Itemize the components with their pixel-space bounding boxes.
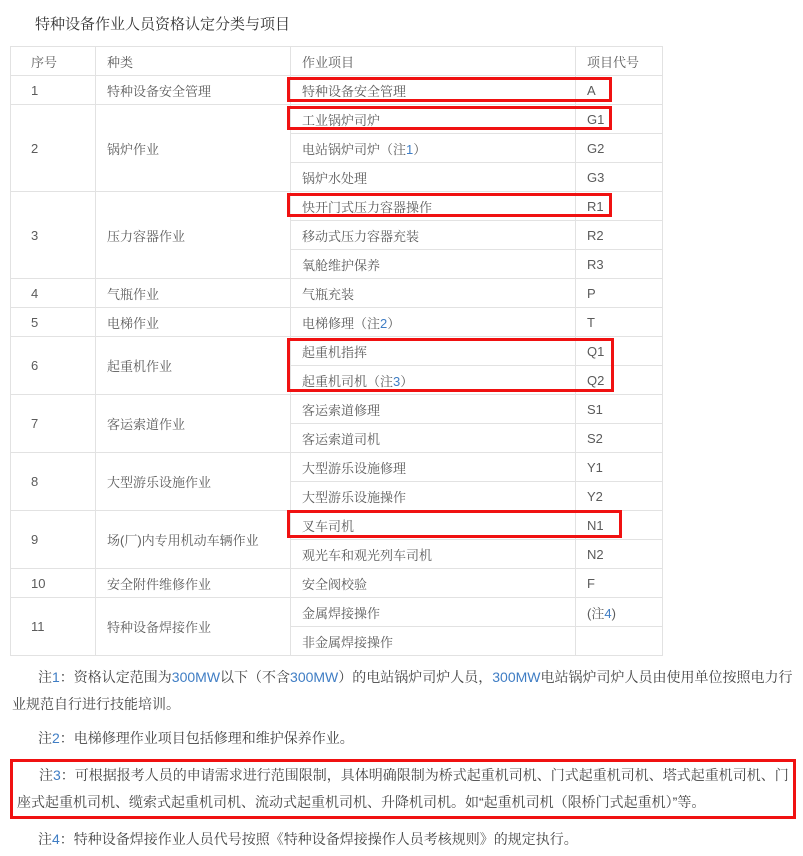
text-segment: ：特种设备焊接作业人员代号按照《特种设备焊接操作人员考核规则》的规定执行。 xyxy=(59,831,578,847)
code-cell: G1 xyxy=(576,105,663,134)
note-paragraph-boxed xyxy=(10,759,796,819)
project-cell xyxy=(291,134,576,163)
table-row xyxy=(11,453,663,482)
text-segment: ） xyxy=(413,141,427,157)
text-segment: 电站锅炉司炉（注 xyxy=(302,141,407,157)
page-title: 特种设备作业人员资格认定分类与项目 xyxy=(35,16,291,33)
category-cell: 场(厂)内专用机动车辆作业 xyxy=(96,511,291,569)
text-segment: ：可根据报考人员的申请需求进行范围限制，具体明确限制为桥式起重机司机、门式起重机司机、塔式起重机司机、门座式起重机司机、缆索式起重机司机、流动式起重机司机、升降机司机。如“起重机司机（限桥门式起重机）”等。 xyxy=(17,767,789,810)
header-project: 作业项目 xyxy=(291,47,576,76)
table-row xyxy=(11,511,663,540)
note-ref-link[interactable]: 3 xyxy=(53,767,61,783)
category-cell: 特种设备安全管理 xyxy=(96,76,291,105)
note-ref-link[interactable]: 2 xyxy=(380,315,388,331)
code-cell: R2 xyxy=(576,221,663,250)
serial-cell: 6 xyxy=(11,337,96,395)
code-cell: Q2 xyxy=(576,366,663,395)
project-cell: 客运索道司机 xyxy=(291,424,576,453)
code-cell: Y1 xyxy=(576,453,663,482)
header-code: 项目代号 xyxy=(576,47,663,76)
code-cell: T xyxy=(576,308,663,337)
project-cell: 锅炉水处理 xyxy=(291,163,576,192)
code-cell: R1 xyxy=(576,192,663,221)
project-cell: 特种设备安全管理 xyxy=(291,76,576,105)
text-segment: 电梯修理（注 xyxy=(302,315,381,331)
code-cell: F xyxy=(576,569,663,598)
code-cell: R3 xyxy=(576,250,663,279)
serial-cell: 5 xyxy=(11,308,96,337)
text-segment: ） xyxy=(387,315,401,331)
category-cell: 安全附件维修作业 xyxy=(96,569,291,598)
table-row xyxy=(11,395,663,424)
category-cell: 压力容器作业 xyxy=(96,192,291,279)
project-cell: 非金属焊接操作 xyxy=(291,627,576,656)
project-cell: 金属焊接操作 xyxy=(291,598,576,627)
note-ref-link[interactable]: 4 xyxy=(52,831,60,847)
project-cell xyxy=(291,366,576,395)
project-cell: 客运索道修理 xyxy=(291,395,576,424)
serial-cell: 7 xyxy=(11,395,96,453)
code-cell: P xyxy=(576,279,663,308)
code-cell: Y2 xyxy=(576,482,663,511)
note-paragraph xyxy=(12,826,793,853)
header-category: 种类 xyxy=(96,47,291,76)
text-segment: 注 xyxy=(39,767,53,783)
code-cell: N1 xyxy=(576,511,663,540)
code-cell: Q1 xyxy=(576,337,663,366)
text-segment: ：资格认定范围为 xyxy=(59,669,172,685)
note-ref-link[interactable]: 300MW xyxy=(492,669,541,685)
table-row xyxy=(11,598,663,627)
text-segment: 起重机司机（注 xyxy=(302,373,394,389)
project-cell: 叉车司机 xyxy=(291,511,576,540)
code-cell: N2 xyxy=(576,540,663,569)
text-segment: ：电梯修理作业项目包括修理和维护保养作业。 xyxy=(59,730,354,746)
serial-cell: 11 xyxy=(11,598,96,656)
text-segment: ） xyxy=(400,373,414,389)
table-row xyxy=(11,76,663,105)
serial-cell: 1 xyxy=(11,76,96,105)
category-cell: 客运索道作业 xyxy=(96,395,291,453)
note-ref-link[interactable]: 1 xyxy=(406,141,414,157)
qualification-table-wrap xyxy=(10,46,662,656)
category-cell: 大型游乐设施作业 xyxy=(96,453,291,511)
project-cell: 工业锅炉司炉 xyxy=(291,105,576,134)
serial-cell: 4 xyxy=(11,279,96,308)
code-cell: G3 xyxy=(576,163,663,192)
text-segment: 注 xyxy=(38,831,52,847)
project-cell: 安全阀校验 xyxy=(291,569,576,598)
code-cell xyxy=(576,627,663,656)
table-row xyxy=(11,105,663,134)
table-row xyxy=(11,337,663,366)
note-ref-link[interactable]: 1 xyxy=(52,669,60,685)
table-header-row xyxy=(11,47,663,76)
category-cell: 起重机作业 xyxy=(96,337,291,395)
category-cell: 特种设备焊接作业 xyxy=(96,598,291,656)
text-segment: 以下（不含 xyxy=(220,669,291,685)
project-cell: 气瓶充装 xyxy=(291,279,576,308)
category-cell: 锅炉作业 xyxy=(96,105,291,192)
code-cell: S2 xyxy=(576,424,663,453)
project-cell: 起重机指挥 xyxy=(291,337,576,366)
text-segment: 电站锅炉司炉人员由使用单位按照电力行业规范自行进行技能培训。 xyxy=(12,669,793,712)
note-paragraph xyxy=(12,725,793,752)
text-segment: ) xyxy=(611,605,616,621)
project-cell: 移动式压力容器充装 xyxy=(291,221,576,250)
code-cell: G2 xyxy=(576,134,663,163)
table-row xyxy=(11,279,663,308)
project-cell: 快开门式压力容器操作 xyxy=(291,192,576,221)
project-cell xyxy=(291,308,576,337)
notes xyxy=(12,664,793,853)
note-ref-link[interactable]: 4 xyxy=(604,605,612,621)
serial-cell: 10 xyxy=(11,569,96,598)
code-cell: A xyxy=(576,76,663,105)
header-serial: 序号 xyxy=(11,47,96,76)
category-cell: 电梯作业 xyxy=(96,308,291,337)
project-cell: 氧舱维护保养 xyxy=(291,250,576,279)
category-cell: 气瓶作业 xyxy=(96,279,291,308)
text-segment: 注 xyxy=(38,669,52,685)
note-ref-link[interactable]: 2 xyxy=(52,730,60,746)
table-body xyxy=(11,76,663,656)
code-cell: S1 xyxy=(576,395,663,424)
note-ref-link[interactable]: 300MW xyxy=(171,669,221,685)
note-ref-link[interactable]: 3 xyxy=(393,373,401,389)
table-row xyxy=(11,569,663,598)
project-cell: 大型游乐设施修理 xyxy=(291,453,576,482)
text-segment: 注 xyxy=(38,730,52,746)
table-row xyxy=(11,308,663,337)
text-segment: ）的电站锅炉司炉人员， xyxy=(338,669,493,685)
text-segment: (注 xyxy=(587,605,605,621)
project-cell: 大型游乐设施操作 xyxy=(291,482,576,511)
table-row xyxy=(11,192,663,221)
serial-cell: 8 xyxy=(11,453,96,511)
note-paragraph xyxy=(12,664,793,718)
note-ref-link[interactable]: 300MW xyxy=(290,669,339,685)
code-cell xyxy=(576,598,663,627)
serial-cell: 9 xyxy=(11,511,96,569)
serial-cell: 2 xyxy=(11,105,96,192)
project-cell: 观光车和观光列车司机 xyxy=(291,540,576,569)
qualification-table xyxy=(10,46,663,656)
serial-cell: 3 xyxy=(11,192,96,279)
